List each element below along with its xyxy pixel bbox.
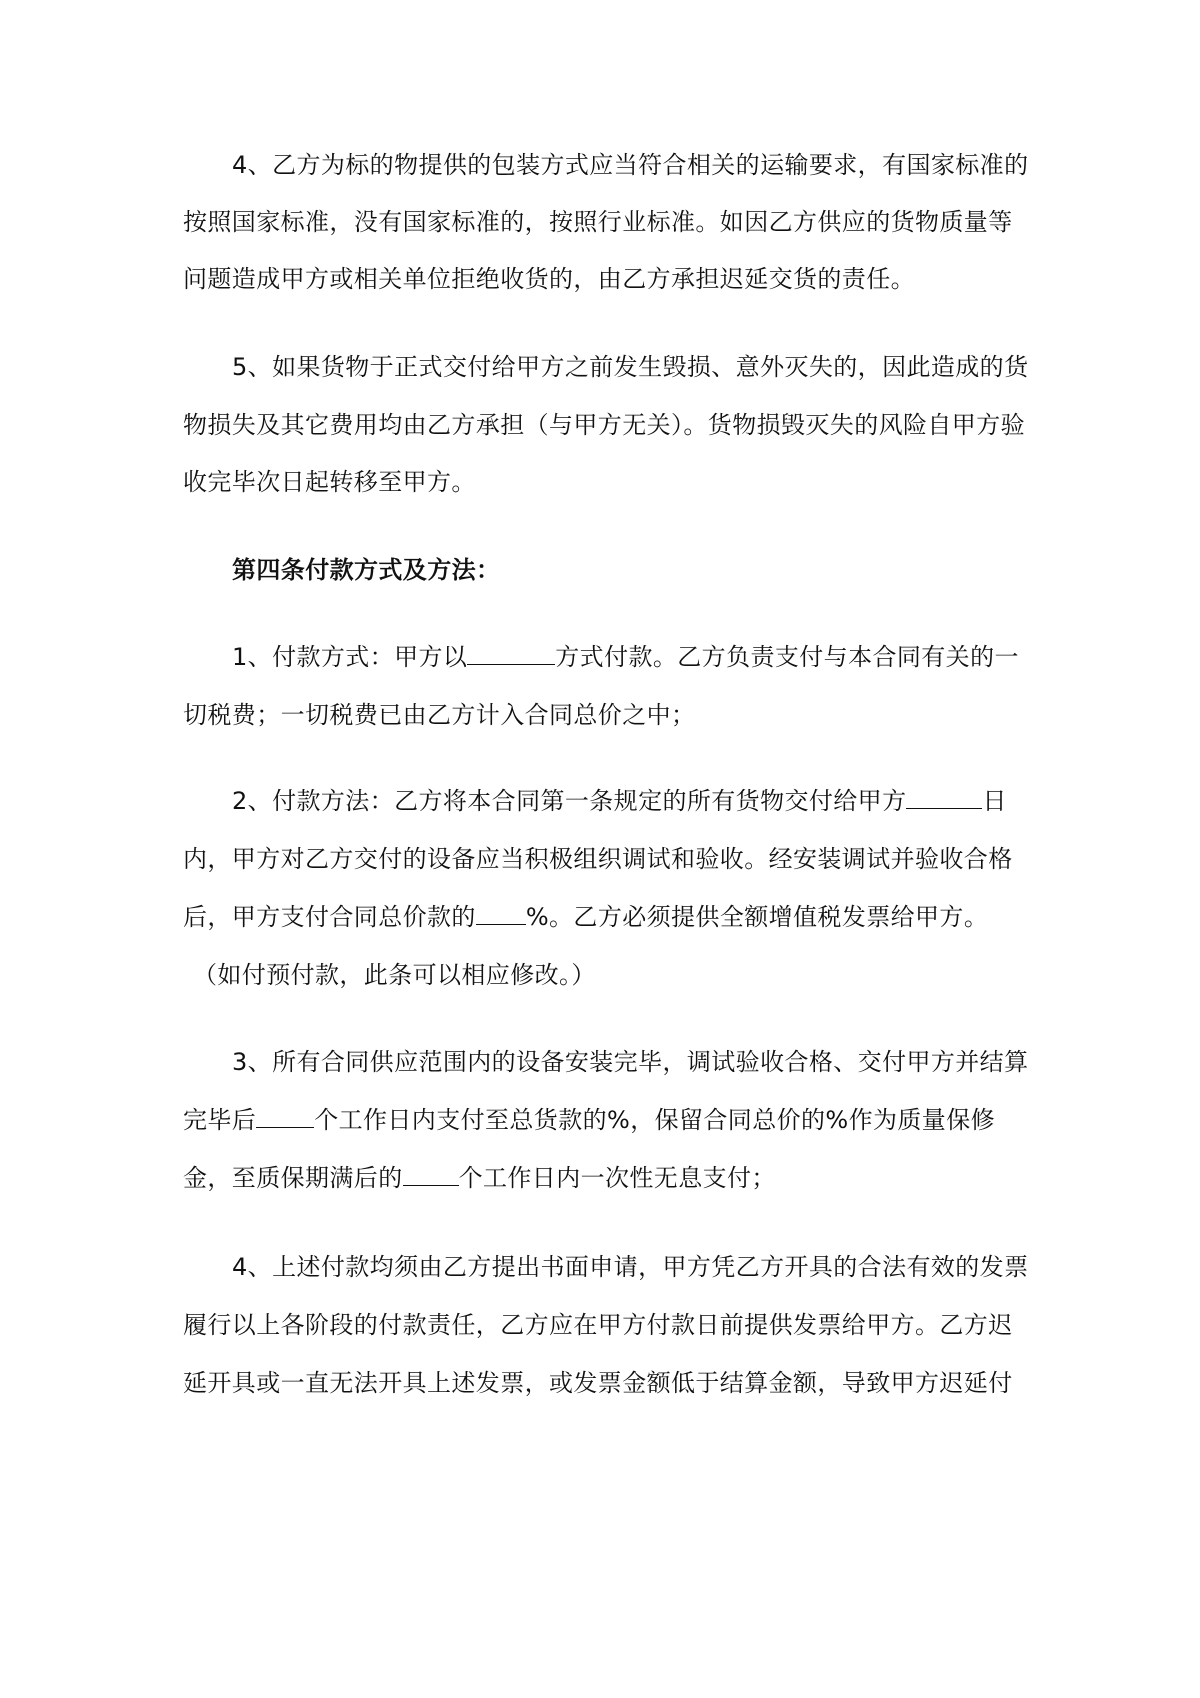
payment1-line1-prefix: 1、付款方式：甲方以: [232, 643, 468, 671]
item5-line1: 5、如果货物于正式交付给甲方之前发生毁损、意外灭失的，因此造成的货: [232, 353, 1029, 381]
payment1-line1: [232, 640, 1092, 674]
payment2-line1: [232, 784, 1092, 818]
payment2-line1-prefix: 2、付款方法：乙方将本合同第一条规定的所有货物交付给甲方: [232, 787, 907, 815]
item4-line1: 4、乙方为标的物提供的包装方式应当符合相关的运输要求，有国家标准的: [232, 151, 1029, 179]
article4-heading: 第四条付款方式及方法：: [232, 556, 501, 584]
workdays-blank: [256, 1103, 314, 1128]
payment3-line3-prefix: 金，至质保期满后的: [183, 1164, 403, 1192]
payment2-line3: [183, 900, 1043, 934]
payment1-line1-suffix: 方式付款。乙方负责支付与本合同有关的一: [555, 643, 1019, 671]
payment2-line2: 内，甲方对乙方交付的设备应当积极组织调试和验收。经安装调试并验收合格: [183, 845, 1013, 873]
payment4-line1: 4、上述付款均须由乙方提出书面申请，甲方凭乙方开具的合法有效的发票: [232, 1253, 1029, 1281]
payment3-line3: [183, 1161, 1043, 1195]
item4-line2: 按照国家标准，没有国家标准的，按照行业标准。如因乙方供应的货物质量等: [183, 208, 1013, 236]
item4-line3: 问题造成甲方或相关单位拒绝收货的，由乙方承担迟延交货的责任。: [183, 265, 915, 293]
payment1-line2: 切税费；一切税费已由乙方计入合同总价之中；: [183, 701, 696, 729]
payment2-line3-suffix: %。乙方必须提供全额增值税发票给甲方。: [525, 903, 989, 931]
payment-method-blank: [467, 640, 555, 665]
payment3-line3-suffix: 个工作日内一次性无息支付；: [458, 1164, 776, 1192]
payment2-note: （如付预付款，此条可以相应修改。）: [193, 961, 596, 989]
payment4-line2: 履行以上各阶段的付款责任，乙方应在甲方付款日前提供发票给甲方。乙方迟: [183, 1311, 1013, 1339]
percent-blank: [476, 900, 526, 925]
item5-line2: 物损失及其它费用均由乙方承担（与甲方无关）。货物损毁灭失的风险自甲方验: [183, 411, 1025, 439]
payment3-line2-prefix: 完毕后: [183, 1106, 257, 1134]
payment3-line1: 3、所有合同供应范围内的设备安装完毕，调试验收合格、交付甲方并结算: [232, 1048, 1029, 1076]
payment2-line3-prefix: 后，甲方支付合同总价款的: [183, 903, 476, 931]
item5-line3: 收完毕次日起转移至甲方。: [183, 468, 476, 496]
payment3-line2: [183, 1103, 1043, 1137]
payment4-line3: 延开具或一直无法开具上述发票，或发票金额低于结算金额，导致甲方迟延付: [183, 1369, 1013, 1397]
payment2-line1-suffix: 日: [982, 787, 1007, 815]
warranty-workdays-blank: [403, 1161, 459, 1186]
payment3-line2-suffix: 个工作日内支付至总货款的%，保留合同总价的%作为质量保修: [314, 1106, 996, 1134]
delivery-days-blank: [906, 784, 982, 809]
